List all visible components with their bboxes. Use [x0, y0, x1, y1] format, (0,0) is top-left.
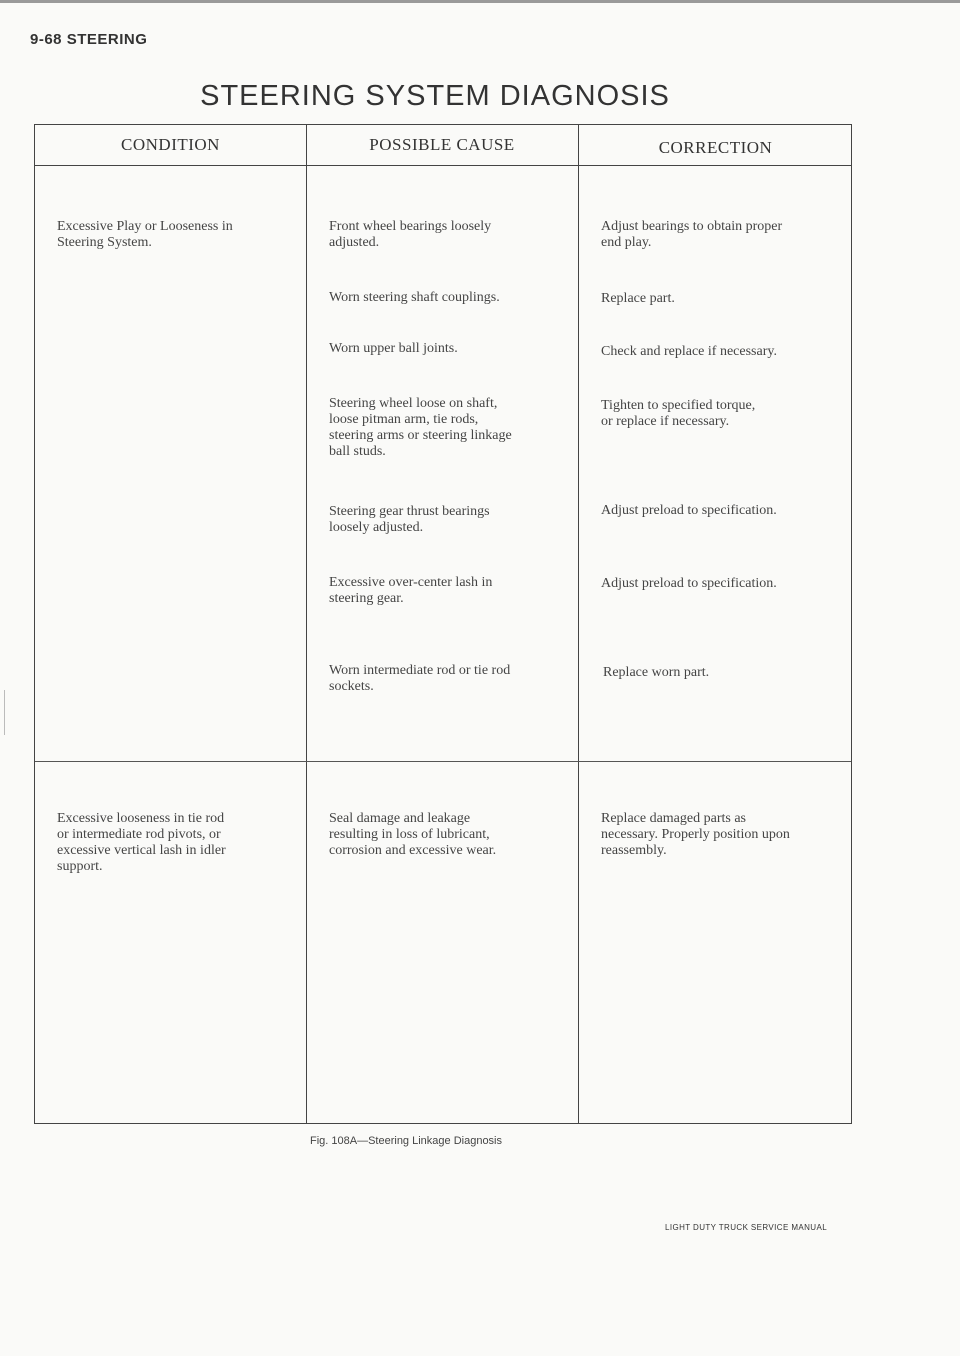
correction-cell: Replace part.	[601, 291, 675, 306]
header-possible-cause: POSSIBLE CAUSE	[369, 135, 515, 154]
condition-cell: Excessive Play or Looseness in Steering System.	[57, 219, 233, 250]
condition-cell: Excessive looseness in tie rod or intermediate rod pivots, or excessive vertical lash in idler support.	[57, 811, 226, 874]
correction-cell: Adjust preload to specification.	[601, 576, 777, 591]
correction-cell: Adjust bearings to obtain proper end play.	[601, 219, 783, 250]
cause-cell: Steering wheel loose on shaft, loose pitman arm, tie rods, steering arms or steering linkage ball studs.	[329, 396, 512, 459]
header-divider	[35, 165, 851, 166]
page-title: STEERING SYSTEM DIAGNOSIS	[200, 80, 670, 112]
header-correction: CORRECTION	[658, 138, 773, 157]
correction-cell: Tighten to specified torque, or replace if necessary.	[601, 398, 756, 429]
cause-cell: Steering gear thrust bearings loosely adjusted.	[329, 504, 490, 535]
cause-cell: Worn steering shaft couplings.	[329, 290, 500, 305]
correction-cell: Adjust preload to specification.	[601, 503, 777, 518]
diagnosis-table	[34, 124, 852, 1124]
cause-cell: Worn upper ball joints.	[329, 341, 458, 356]
correction-cell: Replace damaged parts as necessary. Properly position upon reassembly.	[601, 811, 790, 858]
correction-cell: Check and replace if necessary.	[601, 344, 777, 359]
figure-caption: Fig. 108A—Steering Linkage Diagnosis	[310, 1135, 503, 1147]
cause-cell: Front wheel bearings loosely adjusted.	[329, 219, 492, 250]
column-divider	[578, 125, 579, 1123]
cause-cell: Excessive over-center lash in steering gear.	[329, 575, 493, 606]
top-rule	[0, 0, 960, 3]
cause-cell: Worn intermediate rod or tie rod sockets.	[329, 663, 511, 694]
correction-cell: Replace worn part.	[603, 665, 710, 680]
manual-footer: LIGHT DUTY TRUCK SERVICE MANUAL	[665, 1223, 828, 1232]
row-divider	[35, 761, 851, 762]
column-divider	[306, 125, 307, 1123]
page-header: 9-68 STEERING	[30, 31, 148, 48]
scan-mark	[4, 690, 5, 735]
header-condition: CONDITION	[121, 135, 220, 154]
cause-cell: Seal damage and leakage resulting in loss of lubricant, corrosion and excessive wear.	[329, 811, 497, 858]
